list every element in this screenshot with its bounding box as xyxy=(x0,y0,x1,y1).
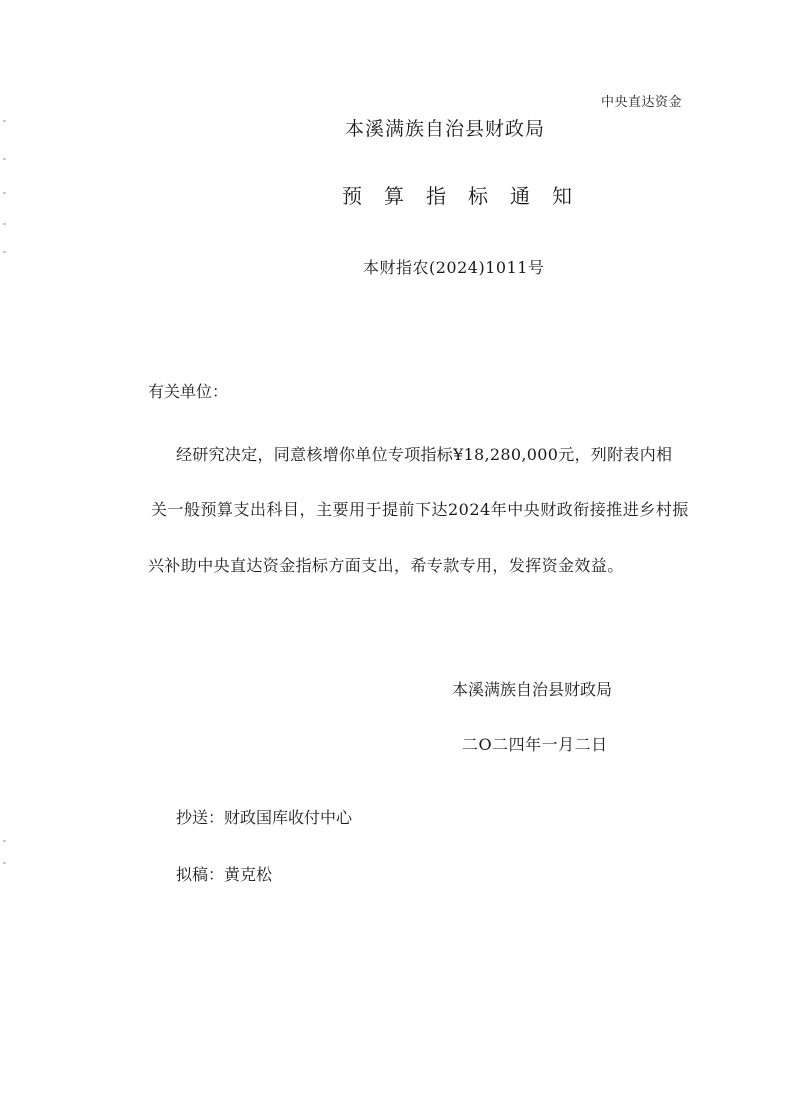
drafter-line: 拟稿：黄克松 xyxy=(176,865,273,884)
body-paragraph-line: 关一般预算支出科目，主要用于提前下达2024年中央财政衔接推进乡村振 xyxy=(151,500,689,519)
body-paragraph-line: 兴补助中央直达资金指标方面支出，希专款专用，发挥资金效益。 xyxy=(148,556,624,575)
salutation: 有关单位： xyxy=(148,382,229,401)
document-title: 预算指标通知 xyxy=(342,184,594,208)
document-number: 本财指农(2024)1011号 xyxy=(363,258,545,277)
signature-organization: 本溪满族自治县财政局 xyxy=(452,680,613,699)
signature-date: 二O二四年一月二日 xyxy=(462,735,608,754)
scan-edge-marks xyxy=(3,120,7,900)
body-paragraph-line: 经研究决定，同意核增你单位专项指标¥18,280,000元，列附表内相 xyxy=(176,445,673,464)
funding-tag: 中央直达资金 xyxy=(601,95,683,110)
cc-line: 抄送：财政国库收付中心 xyxy=(176,808,353,827)
issuer-name: 本溪满族自治县财政局 xyxy=(345,118,546,140)
